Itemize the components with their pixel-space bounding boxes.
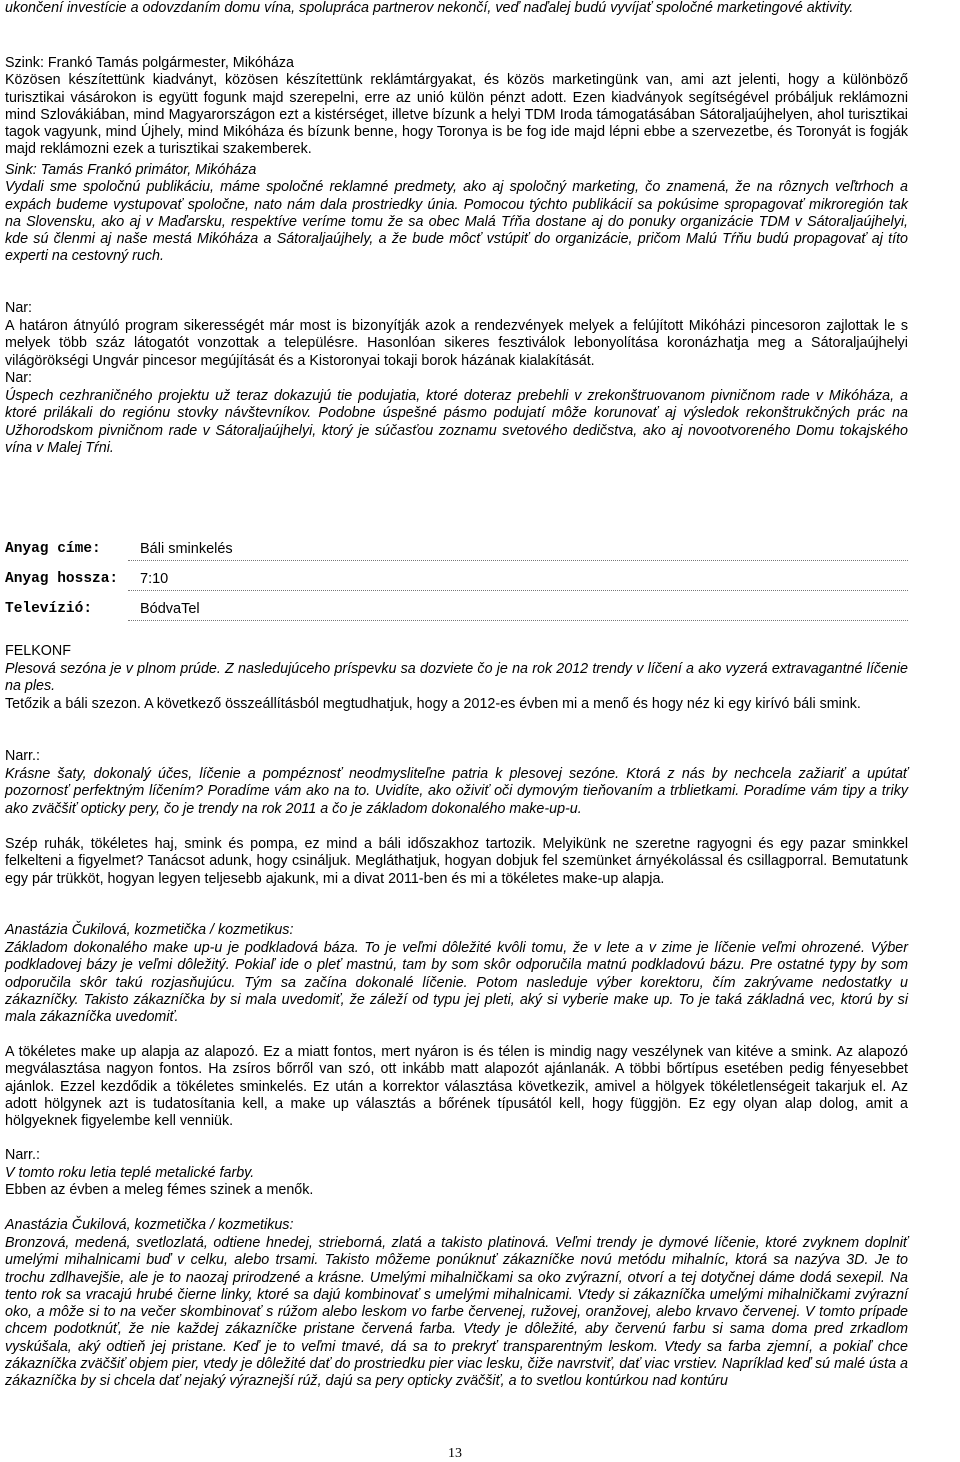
paragraph-sk-lead: Plesová sezóna je v plnom prúde. Z nasledujúceho príspevku sa dozviete čo je na rok 2012 trendy v líčení a ako vyzerá extravagantné líčenie na ples. <box>5 661 908 695</box>
paragraph-hu-cosmetician-1: A tökéletes make up alapja az alapozó. Ez a miatt fontos, mert nyáron is és télen is mindig nagy veszélynek van kitéve a smink. Az alapozó megválasztása nagyon fontos. Ha zsíros bőrről van szó, ott inkább matt alapozót ajánlanák. A többi bőrtípus esetében pedig fényesebbet ajánlok. Ezzel kezdődik a tökéletes sminkelés. Ez után a korrektor választása következik, amivel a hölgyek tökéletlenségeit takarjuk el. Az adott hölgynek azt is tudatosítania kell, a make up választás a bőrének típusától kell, hogy függjön. Ez egy olyan alap dolog, amit a hölgyeknek figyelembe kell venniük. <box>5 1044 908 1130</box>
meta-title-rule <box>128 560 908 561</box>
paragraph-sk-intro-end: ukončení investície a odovzdaním domu vína, spolupráca partnerov nekončí, veď naďalej budú vyvíjať spoločné marketingové aktivity. <box>5 0 854 16</box>
paragraph-sk-cosmetician-2: Bronzová, medená, svetlozlatá, odtiene hnedej, strieborná, zlatá a takisto platinová. Veľmi trendy je dymové líčenie, ktoré zvyknem doplniť umelými mihalnicami buď v celku, alebo trsami. Takisto môžeme ponúknuť zákazníčke novú metódu mihalníc, ktorá sa nazýva 3D. Je to trochu zdlhavejšie, ale je to naozaj prirodzené a krásne. Umelými mihalničkami sa oko zvýrazní, otvorí a tej dotyčnej dáme dodá sexepil. Na tento rok sa vracajú hrubé čierne linky, ktoré sa dajú kombinovať s umelými mihalnicami. Vtedy si zákazníčka umelými mihalničkami zvýrazní oko, a môže si to na večer skombinovať s rúžom alebo leskom vo farbe červenej, ružovej, oranžovej, alebo krvavo červenej. V tomto prípade chcem podotknúť, že nie každej zákazníčke pristane červená farba. Vtedy je dôležité, aby červenú farbu si sama doma pred zrkadlom vyskúšala, aký odtieň jej pristane. Keď je to veľmi tmavé, dá sa to prekryť transparentným leskom. Vtedy sa farba zjemní, a pokiaľ chce zákazníčka zväčšiť objem pier, vtedy je dôležité dať do prostriedku pier viac lesku, čiže navrstviť, dať viac vrstiev. Napríklad keď sú malé ústa a zákazníčka by si chcela dať nejaký výraznejší rúž, dajú sa pery opticky zväčšiť, a to svetlou kontúrkou nad kontúru <box>5 1235 909 1390</box>
paragraph-hu-narr-1: Szép ruhák, tökéletes haj, smink és pompa, ez mind a báli időszakhoz tartozik. Melyikünk ne szeretne ragyogni és egy pazar sminkkel felkelteni a figyelmet? Tanácsot adunk, hogy csináljuk. Megláthatjuk, hogyan dobjuk fel szemünket árnyékolással és csillagporral. Bemutatunk egy pár trükköt, hogyan legyen teljesebb ajakunk, mi a divat 2011-ben és mi a tökéletes make-up alapja. <box>5 836 908 887</box>
paragraph-sk-narr-2: V tomto roku letia teplé metalické farby. <box>5 1165 255 1181</box>
narrator-label-4: Narr.: <box>5 1147 40 1163</box>
narrator-label-2: Nar: <box>5 370 33 386</box>
paragraph-sk-cosmetician-1: Základom dokonalého make up-u je podkladová báza. To je veľmi dôležité kvôli tomu, že v lete a v zime je líčenie veľmi ohrozené. Výber podkladovej bázy je veľmi dôležitý. Pokiaľ ide o pleť mastnú, tam by som skôr odporučila matnú podkladovú bázu. Pre ostatné typy by som odporučila skôr takú rozjasňujúcu. Tým sa začína dokonalé líčenie. Potom nasleduje výber korektoru, čím zakrývame nedostatky u zákazníčky. Takisto zákazníčka by si mala uvedomiť, že záleží od typu jej pleti, aký si vyberie make up. To je taká základná vec, ktorú by si mala zákazníčka uvedomiť. <box>5 940 908 1026</box>
paragraph-hu-mayor-quote: Szink: Frankó Tamás polgármester, Mikóháza Közösen készítettünk kiadványt, közösen készítettünk reklámtárgyakat, és közös marketingünk van, ami azt jelenti, hogy a különböző turisztikai vásárokon is együtt fogunk majd szerepelni, erre az unió külön pénzt adott. Ezen kiadványok segítségével próbáljuk reklámozni mind Szlovákiában, mind Magyarországon ezt a kistérséget, illetve bízunk a helyi TDM Iroda támogatásában Sátoraljaújhelyen, ahol turisztikai tagok vagyunk, mind Újhely, mind Mikóháza és bízunk benne, hogy Toronya is be fog ide majd lépni ebbe a szervezetbe, és Toronyát is fogják majd reklámozni ezek a turisztikai szakemberek. <box>5 55 908 158</box>
felkonf-label: FELKONF <box>5 643 71 659</box>
paragraph-hu-lead: Tetőzik a báli szezon. A következő összeállításból megtudhatjuk, hogy a 2012-es évben mi a menő és hogy néz ki egy kirívó báli smink. <box>5 696 861 712</box>
speaker-label-1: Anastázia Čukilová, kozmetička / kozmetikus: <box>5 922 294 938</box>
paragraph-hu-narration: A határon átnyúló program sikerességét már most is bizonyítják azok a rendezvények melyek a felújított Mikóházi pincesoron zajlottak le s melyek több száz látogatót vonzottak a településre. Hasonlóan sikeres fesztiválok lebonyolítása koronázhatja meg a Sátoraljaújhelyi világörökségi Ungvár pincesor megújítását és a Kistoronyai tokaji borok házának kialakítását. <box>5 318 908 369</box>
page-number: 13 <box>448 1446 462 1461</box>
meta-length-label: Anyag hossza: <box>5 571 119 587</box>
meta-length-value: 7:10 <box>140 571 169 587</box>
narrator-label-3: Narr.: <box>5 748 40 764</box>
paragraph-hu-narr-2: Ebben az évben a meleg fémes szinek a menők. <box>5 1182 314 1198</box>
meta-title-value: Báli sminkelés <box>140 541 233 557</box>
meta-tv-value: BódvaTel <box>140 601 200 617</box>
meta-tv-label: Televízió: <box>5 601 93 617</box>
paragraph-sk-mayor-quote: Sink: Tamás Frankó primátor, Mikóháza Vydali sme spoločnú publikáciu, máme spoločné reklamné predmety, ako aj spoločný marketing, čo znamená, že na rôznych veľtrhoch a expách budeme vystupovať spoločne, nato nám dala prostriedky únia. Pomocou týchto publikácií sa pokúsime spropagovať mikroregión tak na Slovensku, ako aj v Maďarsku, respektíve veríme tomu že sa obec Malá Tŕňa dostane aj do ponuky organizácie TDM v Sátoraljaújhelyi, kde sú členmi aj naše mestá Mikóháza a Sátoraljaújhely, a že bude môcť vstúpiť do organizácie, pričom Malú Tŕňu budú propagovať aj títo experti na cestovný ruch. <box>5 162 908 265</box>
speaker-label-2: Anastázia Čukilová, kozmetička / kozmetikus: <box>5 1217 294 1233</box>
meta-title-label: Anyag címe: <box>5 541 101 557</box>
paragraph-sk-narration: Úspech cezhraničného projektu už teraz dokazujú tie podujatia, ktoré doteraz prebehli v zrekonštruovanom pivničnom rade v Mikóháza, a ktoré prilákali do regiónu stovky návštevníkov. Podobne úspešné pásmo podujatí môže korunovať aj výsledok rekonštrukčných prác na Užhorodskom pivničnom rade v Sátoraljaújhelyi, ktorý je súčasťou zoznamu svetového dedičstva, ako aj novootvoreného Domu tokajského vína v Malej Tŕni. <box>5 388 908 456</box>
meta-length-rule <box>128 590 908 591</box>
paragraph-sk-narr-1: Krásne šaty, dokonalý účes, líčenie a pompéznosť neodmysliteľne patria k plesovej sezóne. Ktorá z nás by nechcela zažiariť a upútať pozornosť perfektným líčením? Poradíme vám ako na to. Uvidíte, ako oživiť oči dymovým tieňovaním a trblietkami. Poradíme vám tipy a triky ako zväčšiť opticky pery, čo je trendy na rok 2011 a čo je základom dokonalého make-up-u. <box>5 766 908 817</box>
meta-tv-rule <box>128 620 908 621</box>
narrator-label-1: Nar: <box>5 300 33 316</box>
